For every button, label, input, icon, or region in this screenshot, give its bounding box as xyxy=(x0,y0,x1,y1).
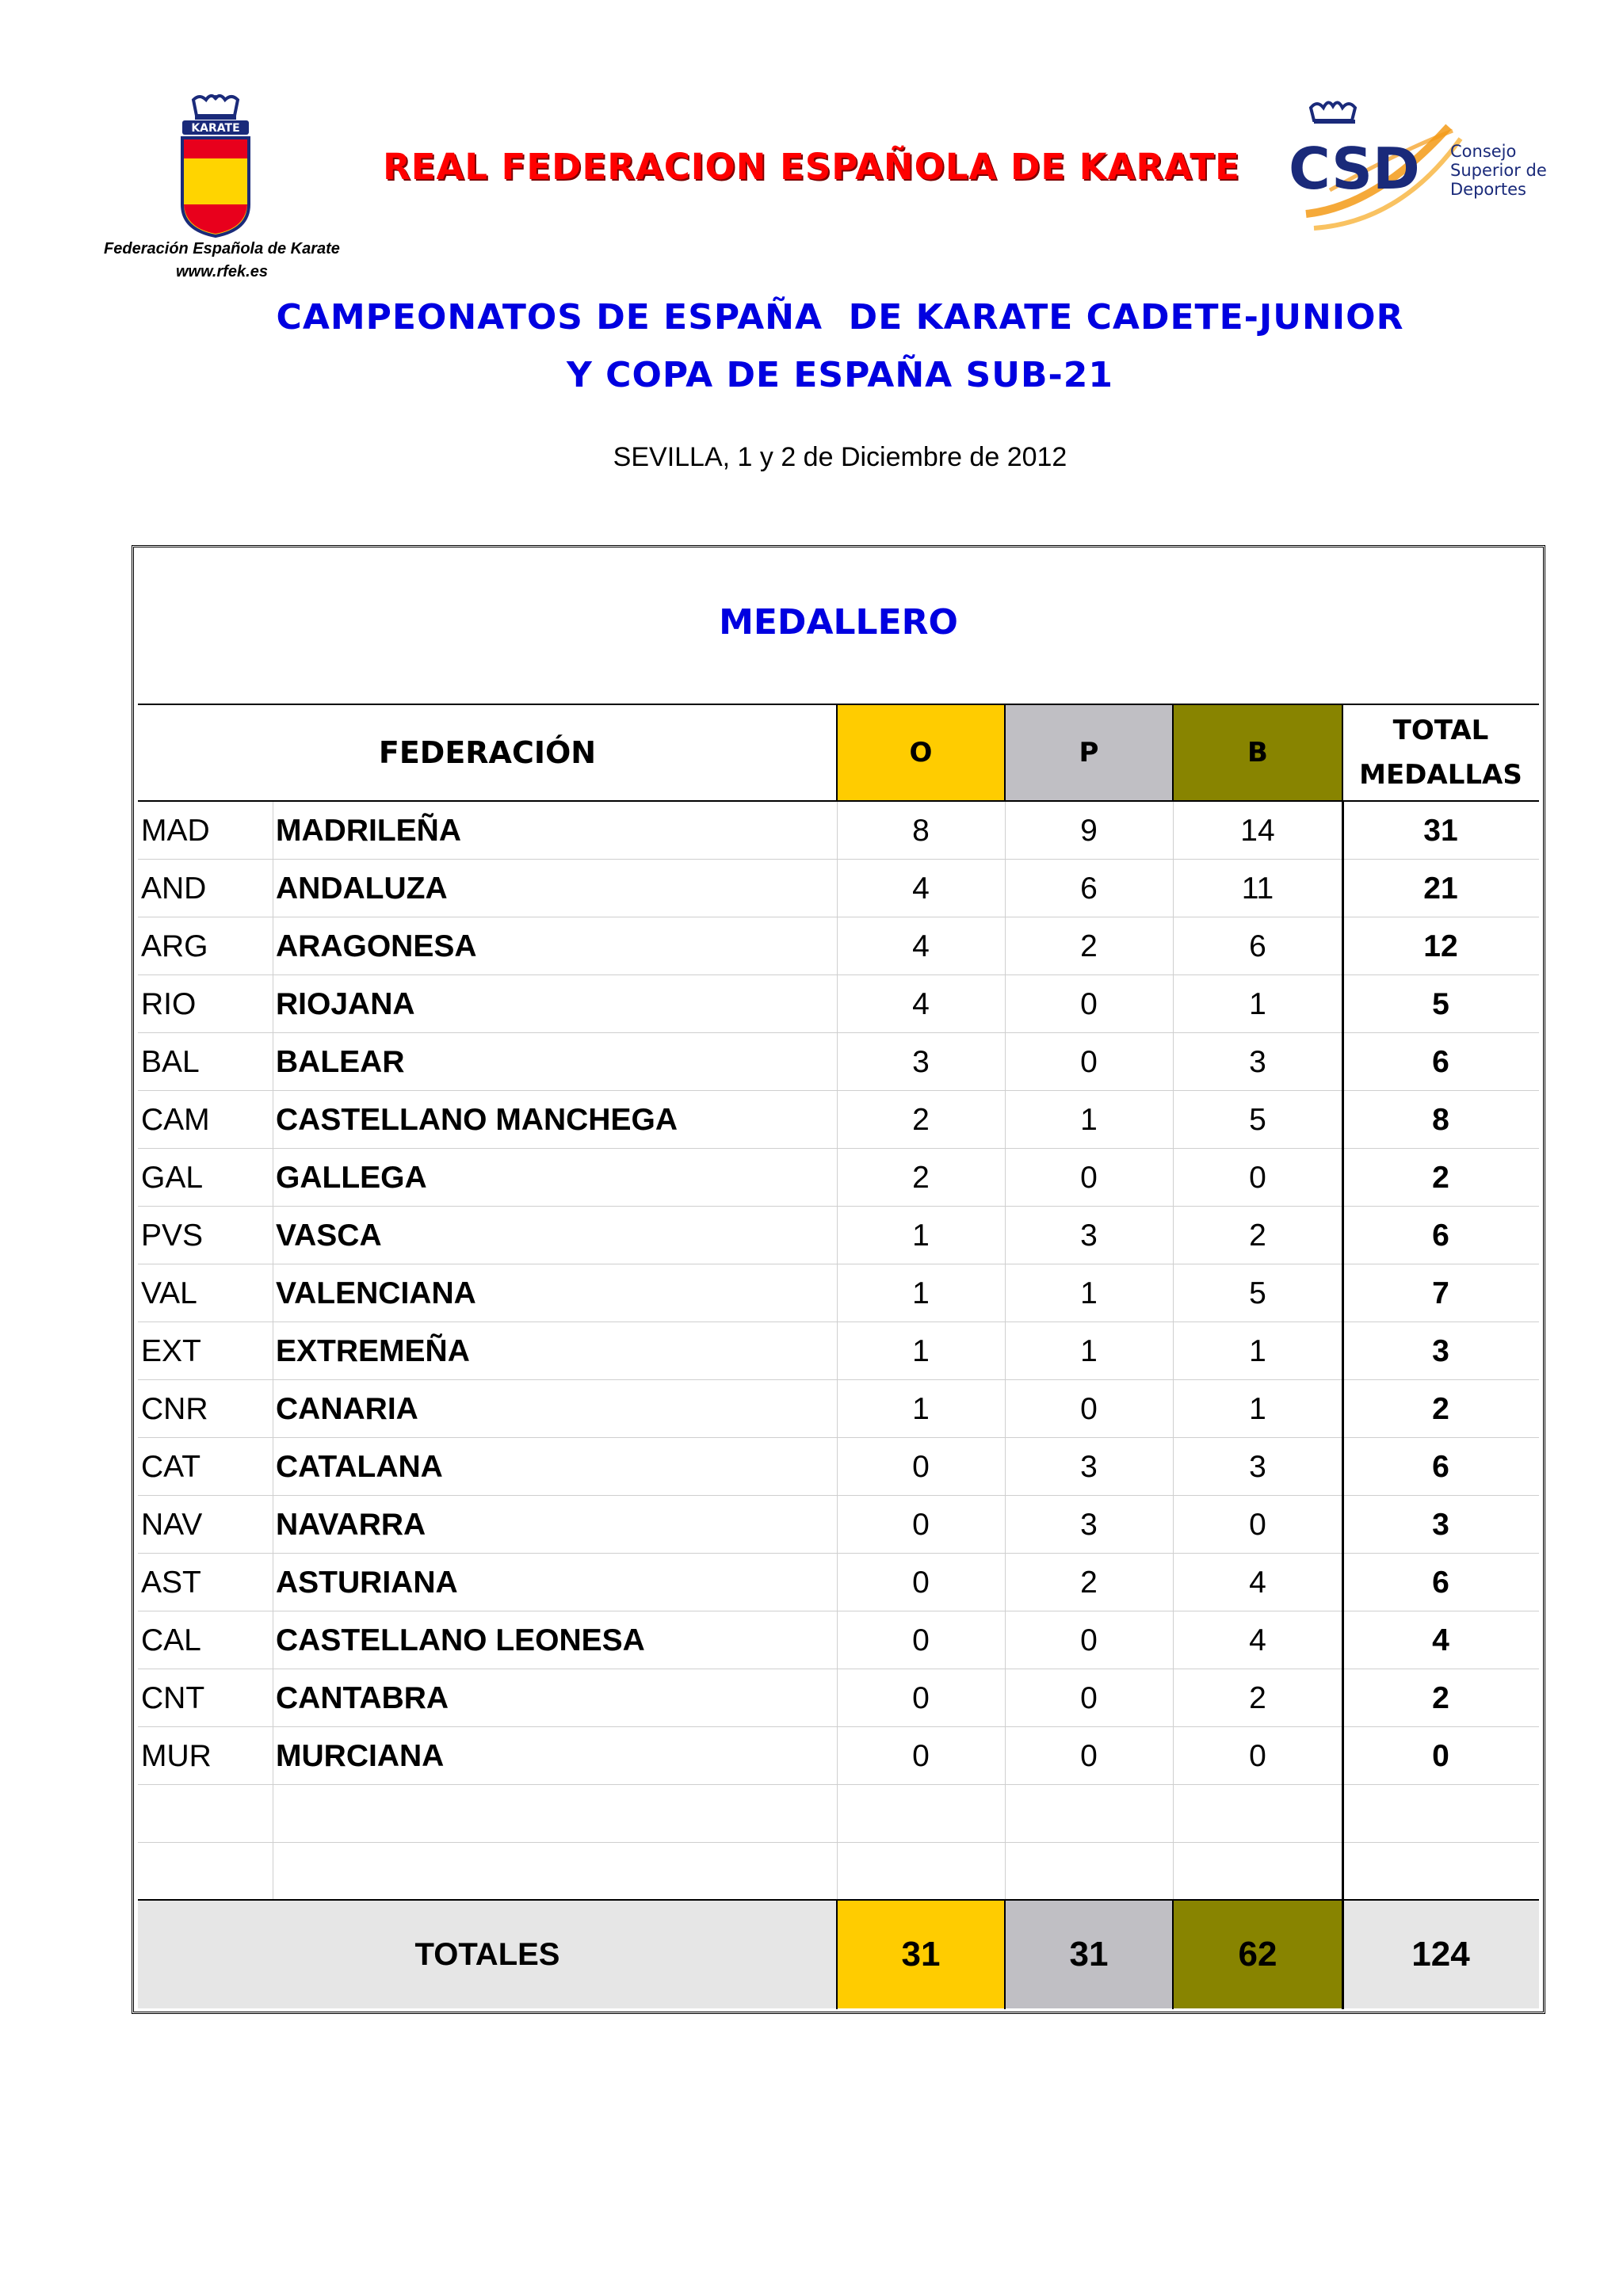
cell-divider xyxy=(1173,1438,1174,1496)
cell-divider xyxy=(837,1669,838,1727)
cell-divider xyxy=(1173,860,1174,917)
table-row xyxy=(138,1207,1539,1264)
cell-divider xyxy=(837,1264,838,1322)
total-count: 31 xyxy=(1423,813,1458,848)
federation-code: EXT xyxy=(141,1333,201,1368)
total-count: 2 xyxy=(1432,1680,1449,1715)
header-total-line1: TOTAL xyxy=(1392,715,1489,746)
table-row xyxy=(138,975,1539,1033)
bronze-count: 1 xyxy=(1249,986,1266,1021)
bronze-count: 3 xyxy=(1249,1449,1266,1484)
federation-name: Federación Española de Karate xyxy=(104,240,340,257)
table-row xyxy=(138,1843,1539,1901)
federation-code: CAL xyxy=(141,1623,201,1657)
header-bronze: B xyxy=(1173,705,1342,800)
table-row xyxy=(138,917,1539,975)
silver-count xyxy=(1005,1843,1173,1901)
total-count: 3 xyxy=(1432,1507,1449,1542)
table-row xyxy=(138,1380,1539,1438)
cell-divider xyxy=(1173,1554,1174,1611)
cell-divider xyxy=(1005,1496,1006,1554)
silver-count: 0 xyxy=(1080,1391,1098,1426)
cell-divider xyxy=(1173,1149,1174,1207)
cell-divider xyxy=(1173,1207,1174,1264)
table-row xyxy=(138,1669,1539,1727)
header-total xyxy=(1342,705,1539,800)
svg-text:Superior de: Superior de xyxy=(1450,161,1547,180)
cell-divider xyxy=(1173,1727,1174,1785)
federation-code: NAV xyxy=(141,1507,203,1542)
cell-divider xyxy=(1005,1207,1006,1264)
cell-divider xyxy=(1005,1264,1006,1322)
federation-name: CATALANA xyxy=(276,1449,443,1484)
federation-name: CANARIA xyxy=(276,1391,418,1426)
federation-name: CASTELLANO LEONESA xyxy=(276,1623,645,1657)
cell-divider xyxy=(837,802,838,860)
cell-divider xyxy=(1173,1669,1174,1727)
cell-divider xyxy=(837,1785,838,1843)
cell-divider xyxy=(1173,917,1174,975)
table-row xyxy=(138,802,1539,860)
total-count: 4 xyxy=(1432,1623,1449,1657)
svg-text:Deportes: Deportes xyxy=(1450,180,1526,199)
org-title: REAL FEDERACION ESPAÑOLA DE KARATE xyxy=(383,146,1240,188)
totals-all: 124 xyxy=(1342,1901,1539,2008)
gold-count: 1 xyxy=(912,1218,930,1253)
federation-name: VALENCIANA xyxy=(276,1276,476,1310)
cell-divider xyxy=(1173,1496,1174,1554)
bronze-count: 0 xyxy=(1249,1160,1266,1195)
cell-divider xyxy=(1005,1380,1006,1438)
table-row xyxy=(138,1033,1539,1091)
bronze-count: 4 xyxy=(1249,1623,1266,1657)
federation-url: www.rfek.es xyxy=(176,263,268,280)
rfek-caption xyxy=(79,238,365,284)
cell-divider xyxy=(1005,1438,1006,1496)
gold-count: 1 xyxy=(912,1333,930,1368)
gold-count: 4 xyxy=(912,871,930,906)
silver-count: 2 xyxy=(1080,1565,1098,1600)
federation-name: ANDALUZA xyxy=(276,871,448,906)
total-count xyxy=(1342,1843,1539,1901)
crown-icon xyxy=(193,95,238,120)
federation-name: EXTREMEÑA xyxy=(276,1333,470,1368)
bronze-count: 1 xyxy=(1249,1333,1266,1368)
gold-count: 1 xyxy=(912,1391,930,1426)
total-count: 0 xyxy=(1432,1738,1449,1773)
total-count xyxy=(1342,1785,1539,1843)
federation-code: MUR xyxy=(141,1738,212,1773)
table-row xyxy=(138,1611,1539,1669)
silver-count: 2 xyxy=(1080,929,1098,963)
gold-count: 4 xyxy=(912,986,930,1021)
federation-name: NAVARRA xyxy=(276,1507,426,1542)
gold-count: 1 xyxy=(912,1276,930,1310)
cell-divider xyxy=(1173,1785,1174,1843)
federation-name: ASTURIANA xyxy=(276,1565,458,1600)
total-count: 6 xyxy=(1432,1044,1449,1079)
cell-divider xyxy=(837,1843,838,1901)
cell-divider xyxy=(837,1207,838,1264)
cell-divider xyxy=(837,917,838,975)
cell-divider xyxy=(837,1438,838,1496)
header-divider xyxy=(1172,704,1174,800)
crown-icon xyxy=(1311,102,1355,124)
federation-code: PVS xyxy=(141,1218,204,1253)
silver-count: 9 xyxy=(1080,813,1098,848)
table-row xyxy=(138,1264,1539,1322)
bronze-count: 3 xyxy=(1249,1044,1266,1079)
federation-code: CAT xyxy=(141,1449,201,1484)
federation-name: ARAGONESA xyxy=(276,929,477,963)
header-divider xyxy=(1004,704,1006,800)
total-count: 8 xyxy=(1432,1102,1449,1137)
bronze-count: 4 xyxy=(1249,1565,1266,1600)
total-count: 6 xyxy=(1432,1218,1449,1253)
federation-name: BALEAR xyxy=(276,1044,405,1079)
bronze-count: 0 xyxy=(1249,1507,1266,1542)
table-row xyxy=(138,860,1539,917)
total-count: 6 xyxy=(1432,1449,1449,1484)
table-row xyxy=(138,1785,1539,1843)
cell-divider xyxy=(1173,1380,1174,1438)
total-column-divider xyxy=(1342,800,1344,1901)
table-row xyxy=(138,1091,1539,1149)
cell-divider xyxy=(1173,975,1174,1033)
table-row xyxy=(138,1554,1539,1611)
svg-text:KARATE: KARATE xyxy=(191,122,240,135)
gold-count: 2 xyxy=(912,1160,930,1195)
gold-count: 4 xyxy=(912,929,930,963)
cell-divider xyxy=(837,1727,838,1785)
cell-divider xyxy=(1173,1033,1174,1091)
federation-code: ARG xyxy=(141,929,208,963)
totals-silver: 31 xyxy=(1005,1901,1173,2008)
bronze-count: 5 xyxy=(1249,1276,1266,1310)
cell-divider xyxy=(1005,860,1006,917)
federation-code: BAL xyxy=(141,1044,200,1079)
federation-code: AND xyxy=(141,871,207,906)
cell-divider xyxy=(1173,1611,1174,1669)
gold-count xyxy=(837,1785,1005,1843)
cell-divider xyxy=(837,1091,838,1149)
federation-name: MURCIANA xyxy=(276,1738,445,1773)
header-silver: P xyxy=(1005,705,1173,800)
bronze-count: 2 xyxy=(1249,1680,1266,1715)
silver-count: 0 xyxy=(1080,1160,1098,1195)
total-count: 5 xyxy=(1432,986,1449,1021)
cell-divider xyxy=(1005,1669,1006,1727)
bronze-count: 1 xyxy=(1249,1391,1266,1426)
federation-name: MADRILEÑA xyxy=(276,813,461,848)
bronze-count xyxy=(1173,1785,1342,1843)
bronze-count: 6 xyxy=(1249,929,1266,963)
cell-divider xyxy=(837,1554,838,1611)
federation-name: CANTABRA xyxy=(276,1680,449,1715)
cell-divider xyxy=(837,1380,838,1438)
total-count: 21 xyxy=(1423,871,1458,906)
gold-count xyxy=(837,1843,1005,1901)
silver-count: 0 xyxy=(1080,1623,1098,1657)
silver-count: 0 xyxy=(1080,1680,1098,1715)
header-gold: O xyxy=(837,705,1005,800)
event-title-line2: Y COPA DE ESPAÑA SUB-21 xyxy=(566,355,1113,395)
bronze-count xyxy=(1173,1843,1342,1901)
federation-name: CASTELLANO MANCHEGA xyxy=(276,1102,678,1137)
silver-count: 1 xyxy=(1080,1276,1098,1310)
table-row xyxy=(138,1149,1539,1207)
event-title-line1: CAMPEONATOS DE ESPAÑA DE KARATE CADETE-JUNIOR xyxy=(276,297,1404,338)
cell-divider xyxy=(837,1611,838,1669)
svg-text:CSD: CSD xyxy=(1289,135,1420,202)
silver-count: 1 xyxy=(1080,1333,1098,1368)
silver-count: 3 xyxy=(1080,1449,1098,1484)
cell-divider xyxy=(837,1149,838,1207)
cell-divider xyxy=(1005,1785,1006,1843)
cell-divider xyxy=(837,860,838,917)
silver-count: 0 xyxy=(1080,986,1098,1021)
cell-divider xyxy=(1173,1322,1174,1380)
cell-divider xyxy=(1005,975,1006,1033)
totals-divider xyxy=(1342,1900,1344,2009)
total-count: 7 xyxy=(1432,1276,1449,1310)
cell-divider xyxy=(1005,1033,1006,1091)
federation-name: VASCA xyxy=(276,1218,382,1253)
cell-divider xyxy=(1005,1843,1006,1901)
federation-code: CAM xyxy=(141,1102,210,1137)
total-count: 3 xyxy=(1432,1333,1449,1368)
cell-divider xyxy=(1005,1149,1006,1207)
bronze-count: 11 xyxy=(1241,871,1274,906)
cell-divider xyxy=(1005,1091,1006,1149)
cell-divider xyxy=(837,1322,838,1380)
cell-divider xyxy=(1005,1322,1006,1380)
cell-divider xyxy=(837,1496,838,1554)
silver-count: 1 xyxy=(1080,1102,1098,1137)
gold-count: 8 xyxy=(912,813,930,848)
gold-count: 0 xyxy=(912,1565,930,1600)
gold-count: 0 xyxy=(912,1680,930,1715)
total-count: 6 xyxy=(1432,1565,1449,1600)
cell-divider xyxy=(1173,1843,1174,1901)
cell-divider xyxy=(837,1033,838,1091)
federation-name: GALLEGA xyxy=(276,1160,427,1195)
federation-code: MAD xyxy=(141,813,210,848)
table-row xyxy=(138,1496,1539,1554)
federation-code: CNR xyxy=(141,1391,208,1426)
total-count: 2 xyxy=(1432,1160,1449,1195)
header-total-line2: MEDALLAS xyxy=(1359,759,1522,791)
csd-logo xyxy=(1282,95,1552,234)
bronze-count: 5 xyxy=(1249,1102,1266,1137)
bronze-count: 2 xyxy=(1249,1218,1266,1253)
totals-divider xyxy=(1172,1900,1174,2009)
silver-count: 6 xyxy=(1080,871,1098,906)
total-count: 2 xyxy=(1432,1391,1449,1426)
federation-code: VAL xyxy=(141,1276,197,1310)
cell-divider xyxy=(1173,1264,1174,1322)
cell-divider xyxy=(1005,1727,1006,1785)
totals-bronze: 62 xyxy=(1173,1901,1342,2008)
federation-code: AST xyxy=(141,1565,201,1600)
silver-count: 3 xyxy=(1080,1218,1098,1253)
cell-divider xyxy=(1173,1091,1174,1149)
gold-count: 0 xyxy=(912,1623,930,1657)
table-row xyxy=(138,1727,1539,1785)
svg-text:Consejo: Consejo xyxy=(1450,142,1517,161)
gold-count: 2 xyxy=(912,1102,930,1137)
silver-count: 0 xyxy=(1080,1044,1098,1079)
silver-count xyxy=(1005,1785,1173,1843)
federation-code: RIO xyxy=(141,986,197,1021)
event-place-date: SEVILLA, 1 y 2 de Diciembre de 2012 xyxy=(613,442,1067,472)
gold-count: 0 xyxy=(912,1507,930,1542)
cell-divider xyxy=(1005,1611,1006,1669)
table-row xyxy=(138,1438,1539,1496)
cell-divider xyxy=(1173,802,1174,860)
cell-divider xyxy=(837,975,838,1033)
cell-divider xyxy=(1005,802,1006,860)
medal-table-title: MEDALLERO xyxy=(719,602,958,643)
cell-divider xyxy=(1005,917,1006,975)
total-count: 12 xyxy=(1423,929,1458,963)
federation-name: RIOJANA xyxy=(276,986,415,1021)
header-divider xyxy=(1342,704,1343,800)
table-row xyxy=(138,1322,1539,1380)
cell-divider xyxy=(1005,1554,1006,1611)
bronze-count: 0 xyxy=(1249,1738,1266,1773)
totals-label: TOTALES xyxy=(138,1901,837,2008)
federation-code: CNT xyxy=(141,1680,205,1715)
silver-count: 0 xyxy=(1080,1738,1098,1773)
header-divider xyxy=(836,704,838,800)
gold-count: 0 xyxy=(912,1449,930,1484)
gold-count: 3 xyxy=(912,1044,930,1079)
silver-count: 3 xyxy=(1080,1507,1098,1542)
header-federation: FEDERACIÓN xyxy=(378,735,597,770)
totals-divider xyxy=(1004,1900,1006,2009)
gold-count: 0 xyxy=(912,1738,930,1773)
totals-gold: 31 xyxy=(837,1901,1005,2008)
totals-divider xyxy=(836,1900,838,2009)
federation-code: GAL xyxy=(141,1160,204,1195)
bronze-count: 14 xyxy=(1240,813,1275,848)
